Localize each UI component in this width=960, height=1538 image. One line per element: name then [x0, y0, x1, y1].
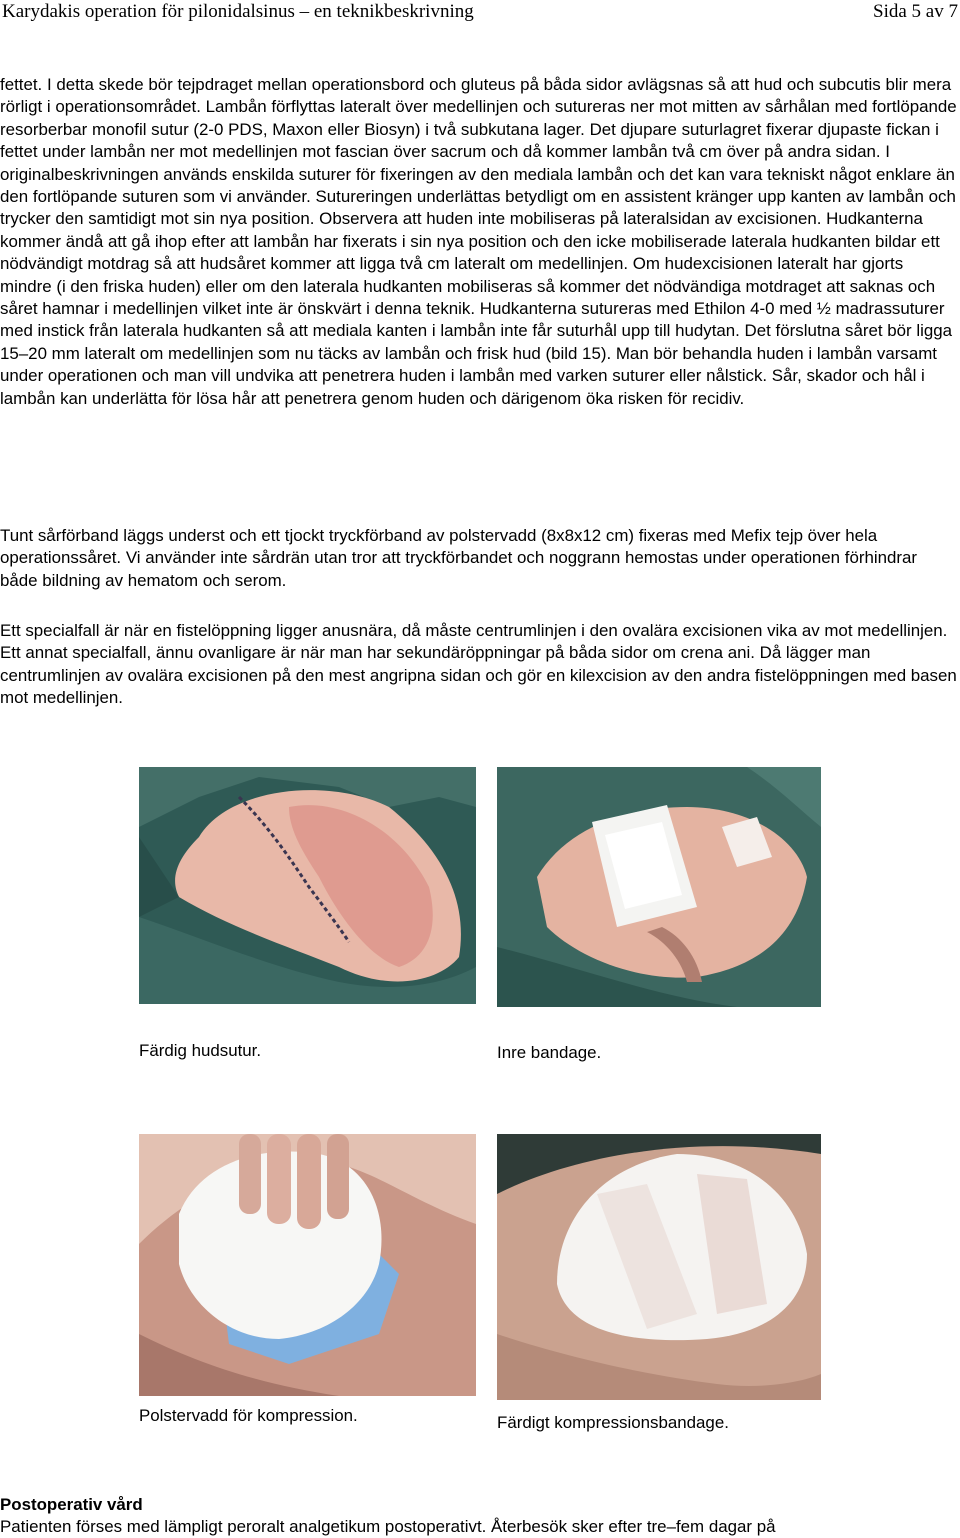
body-paragraph-postoperative: Patienten förses med lämpligt peroralt analgetikum postoperativt. Återbesök sker efter tre–fem dagar på	[0, 1517, 776, 1536]
body-paragraph-special-cases: Ett specialfall är när en fistelöppning ligger anusnära, då måste centrumlinjen i den ovalära excisionen vika av mot medellinjen. Ett annat specialfall, ännu ovanligare är när man har sekundäröppningar på båda sidor om crena ani. Då lägger man centrumlinjen av ovalära excisionen på den mest angripna sidan och gör en kilexcision av den andra fistelöppningen med basen mot medellinjen.	[0, 621, 957, 708]
section-heading-postoperative: Postoperativ vård	[0, 1495, 143, 1514]
photo-compression-bandage	[497, 1134, 821, 1400]
body-paragraph-dressing: Tunt sårförband läggs underst och ett tjockt tryckförband av polstervadd (8x8x12 cm) fixeras med Mefix tejp över hela operationssåret. Vi använder inte sårdrän utan tror att tryckförbandet och noggrann hemostas under operationen förhindrar både bildning av hematom och serom.	[0, 526, 918, 590]
photo-inner-bandage	[497, 767, 821, 1007]
page-number: Sida 5 av 7	[873, 1, 958, 22]
photo-finished-suture	[139, 767, 476, 1004]
page-header	[0, 0, 960, 30]
caption-inner-bandage: Inre bandage.	[497, 1043, 602, 1062]
caption-compression-padding: Polstervadd för kompression.	[139, 1406, 358, 1425]
body-paragraph-suturing: fettet. I detta skede bör tejpdraget mellan operationsbord och gluteus på båda sidor avlägsnas så att hud och subcutis blir mera rörligt i operationsområdet. Lambån förflyttas lateralt över medellinjen och sutureras ner mot mitten av sårhålan med fortlöpande resorberbar monofil sutur (2-0 PDS, Maxon eller Biosyn) i två subkutana lager. Det djupare suturlagret fixerar djupaste fickan i fettet under lambån ner mot medellinjen mot fascian över sacrum och då kommer lambån två cm över på andra sidan. I originalbeskrivningen används enskilda suturer för fixeringen av den mediala lambån och det kan vara tekniskt något enklare än den fortlöpande suturen som vi använder. Sutureringen underlättas betydligt om en assistent kränger upp kanten av lambån och trycker den samtidigt mot sin nya position. Observera att huden inte mobiliseras på lateralsidan av excisionen. Hudkanterna kommer ändå att gå ihop efter att lambån har fixerats i sin nya position och den icke mobiliserade laterala hudkanten bildar ett nödvändigt motdrag så att hudsåret kommer att ligga två cm lateralt om medellinjen. Om hudexcisionen lateralt har gjorts mindre (i den friska huden) eller om den laterala hudkanten mobiliseras så kommer det nödvändiga motdraget att saknas och såret hamnar i medellinjen vilket inte är önskvärt i denna teknik. Hudkanterna sutureras med Ethilon 4-0 med ½ madrassuturer med instick från laterala hudkanten så att mediala kanten i lambån inte får suturhål upp till hudytan. Det förslutna såret bör ligga 15–20 mm lateralt om medellinjen som nu täcks av lambån och frisk hud (bild 15). Man bör behandla huden i lambån varsamt under operationen och man vill undvika att penetrera huden i lambån med varken suturer eller nålstick. Sår, skador och hål i lambån kan underlätta för lösa hår att penetrera genom huden och därigenom öka risken för recidiv.	[0, 75, 957, 408]
document-title: Karydakis operation för pilonidalsinus – en teknikbeskrivning	[2, 1, 474, 22]
caption-compression-bandage: Färdigt kompressionsbandage.	[497, 1413, 729, 1432]
photo-compression-padding	[139, 1134, 476, 1396]
caption-finished-suture: Färdig hudsutur.	[139, 1041, 262, 1060]
